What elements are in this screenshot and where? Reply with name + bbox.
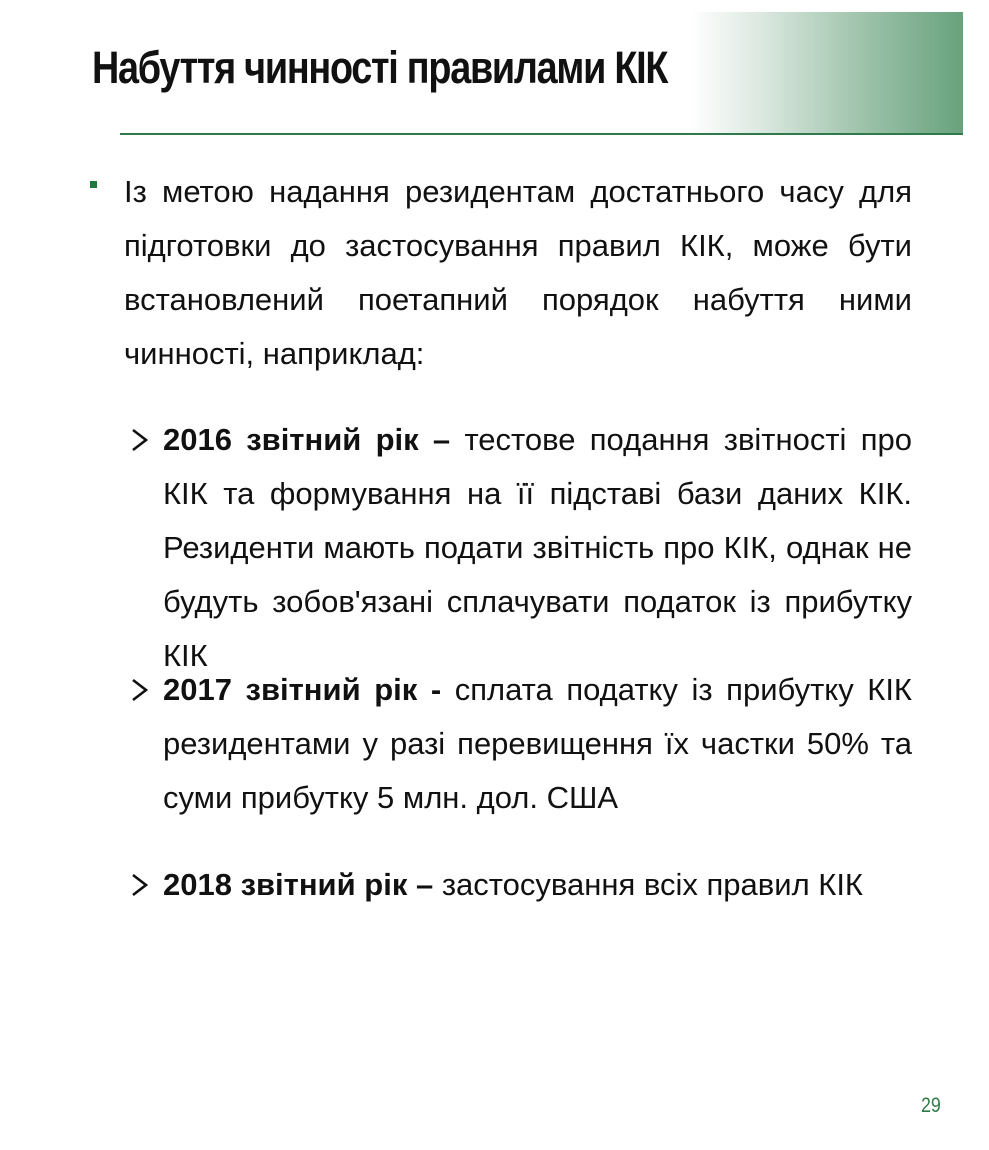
list-item-text <box>163 858 912 912</box>
title-underline <box>120 133 963 135</box>
list-item-year-label: 2018 звітний рік – <box>163 867 434 902</box>
slide-title: Набуття чинності правилами КІК <box>92 42 668 93</box>
list-item-text <box>163 413 912 683</box>
arrow-bullet-icon <box>130 872 150 898</box>
list-item-description: сплата податку із прибутку КІК резидентами у разі перевищення їх частки 50% та суми прибутку 5 млн. дол. США <box>163 672 912 815</box>
list-item-year-label: 2017 звітний рік - <box>163 672 442 707</box>
square-bullet-icon <box>90 181 97 188</box>
arrow-bullet-icon <box>130 677 150 703</box>
list-item-year-label: 2016 звітний рік – <box>163 422 451 457</box>
title-gradient-decoration <box>690 12 963 134</box>
page-number: 29 <box>921 1094 941 1117</box>
arrow-bullet-icon <box>130 427 150 453</box>
list-item-description: тестове подання звітності про КІК та формування на її підставі бази даних КІК. Резиденти мають подати звітність про КІК, однак не будуть зобов'язані сплачувати податок із прибутку КІК <box>163 422 912 673</box>
main-paragraph: Із метою надання резидентам достатнього часу для підготовки до застосування правил КІК, може бути встановлений поетапний порядок набуття ними чинності, наприклад: <box>124 174 912 371</box>
list-item-text <box>163 663 912 825</box>
list-item-description: застосування всіх правил КІК <box>441 867 863 902</box>
